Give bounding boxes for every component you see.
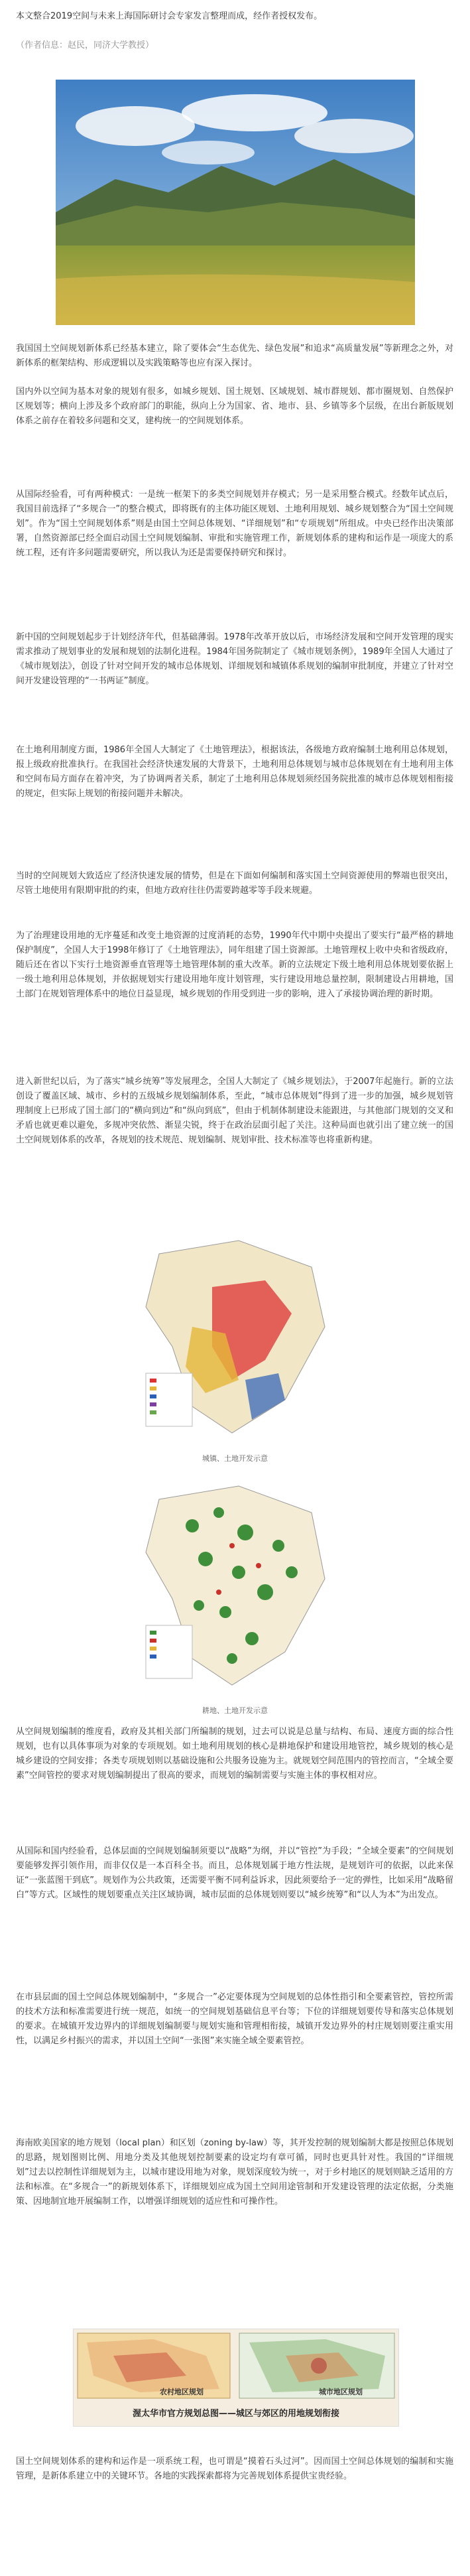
author-note: （作者信息：赵民，同济大学教授） bbox=[16, 40, 154, 50]
strip-right-label: 城市地区规划 bbox=[319, 2388, 363, 2396]
paragraph-8: 进入新世纪以后，为了落实“城乡统筹”等发展理念，全国人大制定了《城乡规划法》，于2007年起施行。新的立法创设了覆盖区域、城市、乡村的五级城乡规划编制体系，至此，“城市总体规划”得到了进一步的加强，城乡规划管理制度上已形成了国土部门的“横向到边”和“纵向到底”，但由于机制体制建设未能跟进，与其他部门规划的交叉和矛盾也就更难以避免，多规冲突依然、渐显尖锐，终于在政治层面引起了关注。这种局面也就引出了建立统一的国土空间规划体系的改革，各规划的技术规范、规划编制、规划审批、技术标准等也将重新构建。 bbox=[16, 1077, 453, 1145]
ottawa-plan-figure bbox=[73, 2329, 399, 2427]
paragraph-12: 海南欧美国家的地方规划（local plan）和区划（zoning by-law）等，其开发控制的规划编制大都是按照总体规划的思路，规划图则比例、用地分类及其他规划控制要素的设定均有章可循，同时也更具针对性。我国的“详细规划”过去以控制性详细规划为主，以城市建设用地为对象，规划深度较为统一，对于乡村地区的规划则缺乏适用的方法和标准。在“多规合一”的新规划体系下，详细规划应成为国土空间用途管制和开发建设管理的法定依据，分类施策、因地制宜地开展编制工作，以增强详细规划的适应性和可操作性。 bbox=[16, 2138, 453, 2206]
paragraph-1: 我国国土空间规划新体系已经基本建立，除了要体会“生态优先、绿色发展”和追求“高质量发展”等新理念之外，对新体系的框架结构、形成逻辑以及实践策略等也应有深入探讨。 bbox=[16, 344, 453, 368]
paragraph-3: 从国际经验看，可有两种模式：一是统一框架下的多类空间规划并存模式；另一是采用整合模式。经数年试点后，我国目前选择了“多规合一”的整合模式，即将既有的主体功能区规划、土地利用规划、城乡规划整合为“国土空间规划”。作为“国土空间规划体系”则是由国土空间总体规划、“详细规划”和“专项规划”所组成。中央已经作出决策部署，自然资源部已经全面启动国土空间规划编制、审批和实施管理工作，新规划体系的建构和运作是一项庞大的系统工程，还有许多问题需要研究，所以我认为还是需要保持研究和探讨。 bbox=[16, 490, 453, 558]
paragraph-13: 国土空间规划体系的建构和运作是一项系统工程，也可谓是“摸着石头过河”。因而国土空间总体规划的编制和实施管理，是新体系建立中的关键环节。各地的实践探索都将为完善规划体系提供宝贵经验。 bbox=[16, 2457, 453, 2481]
paragraph-5: 在土地利用制度方面，1986年全国人大制定了《土地管理法》，根据该法，各级地方政府编制土地利用总体规划，报上级政府批准执行。在我国社会经济快速发展的大背景下，土地利用总体规划与城市总体规划在有土地利用主体和空间布局方面存在着冲突，为了协调两者关系，制定了土地利用总体规划须经国务院批准的城市总体规划相衔接的规定，但实际上规划的衔接问题并未解决。 bbox=[16, 745, 453, 799]
paragraph-6: 当时的空间规划大致适应了经济快速发展的情势，但是在下面如何编制和落实国土空间资源使用的弊端也很突出，尽管土地使用有限期审批的约束，但地方政府往往仍需要跨越零等手段来规避。 bbox=[16, 871, 453, 896]
strip-left-label: 农村地区规划 bbox=[160, 2388, 204, 2396]
map1-caption: 城镇、土地开发示意 bbox=[202, 1454, 268, 1463]
map2-caption: 耕地、土地开发示意 bbox=[202, 1706, 268, 1715]
paragraph-11: 在市县层面的国土空间总体规划编制中，“多规合一”必定要体现为空间规划的总体性指引和全要素管控，管控所需的技术方法和标准需要进行统一规范，如统一的空间规划基础信息平台等；下位的详细规划要传导和落实总体规划的要求。在城镇开发边界内的详细规划编制要与规划实施和管理相衔接，城镇开发边界外的村庄规划则要注重实用性，以满足乡村振兴的需求，并以国土空间“一张图”来实施全域全要素管控。 bbox=[16, 1992, 453, 2046]
paragraph-4: 新中国的空间规划起步于计划经济年代，但基础薄弱。1978年改革开放以后，市场经济发展和空间开发管理的现实需求推动了规划事业的发展和规划的法制化进程。1984年国务院制定了《城市规划条例》，1989年全国人大通过了《城市规划法》，创设了针对空间开发的城市总体规划、详细规划和城镇体系规划的编制审批制度，并建立了针对空间开发建设管理的“一书两证”制度。 bbox=[16, 632, 453, 686]
land-use-map-1 bbox=[133, 1227, 338, 1446]
strip-title: 渥太华市官方规划总图——城区与郊区的用地规划衔接 bbox=[132, 2409, 339, 2419]
paragraph-10: 从国际和国内经验看，总体层面的空间规划编制须要以“战略”为纲，并以“管控”为手段；“全域全要素”的空间规划要能够发挥引领作用，而非仅仅是一本百科全书。而且，总体规划属于地方性法规，是规划许可的依据，以此来保证“一张蓝图干到底”。规划作为公共政策，还需要平衡不同利益诉求，因此须要给予一定的弹性，比如采用“战略留白”等方式。区域性的规划要重点关注区域协调，城市层面的总体规划则要以“城乡统筹”和“以人为本”为出发点。 bbox=[16, 1846, 453, 1900]
land-use-map-2 bbox=[133, 1473, 338, 1698]
paragraph-7: 为了治理建设用地的无序蔓延和改变土地资源的过度消耗的态势，1990年代中期中央提出了要实行“最严格的耕地保护制度”，全国人大于1998年修订了《土地管理法》，同年组建了国土资源部。土地管理权上收中央和省级政府，随后还在省以下实行土地资源垂直管理等土地管理体制的重大改革。新的立法规定下级土地利用总体规划要依据上一级土地利用总体规划，并依据规划实行建设用地年度计划管理，实行建设用地总量控制，限制建设占用耕地，国土部门在规划管理体系中的地位日益显现，城乡规划的作用受到进一步的影响，进入了承接协调治理的新时期。 bbox=[16, 931, 453, 999]
paragraph-2: 国内外以空间为基本对象的规划有很多，如城乡规划、国土规划、区域规划、城市群规划、都市圈规划、自然保护区规划等；横向上涉及多个政府部门的职能，纵向上分为国家、省、地市、县、乡镇等多个层级，在出台新版规划体系之前存在着较多问题和交叉，建构统一的空间规划体系。 bbox=[16, 387, 453, 426]
landscape-photo bbox=[56, 80, 415, 325]
paragraph-9: 从空间规划编制的维度看，政府及其相关部门所编制的规划，过去可以说是总量与结构、布局、速度方面的综合性规划，也有以具体事项为对象的专项规划。如土地利用规划的核心是耕地保护和建设用地管控，城乡规划的核心是城乡建设的空间安排；各类专项规划则以基础设施和公共服务设施为主。就规划空间范围内的管控而言，“全域全要素”空间管控的要求对规划编制提出了很高的要求，而规划的编制需要与实施主体的事权相对应。 bbox=[16, 1727, 453, 1781]
intro-text: 本文整合2019空间与未来上海国际研讨会专家发言整理而成，经作者授权发布。 bbox=[16, 11, 323, 21]
